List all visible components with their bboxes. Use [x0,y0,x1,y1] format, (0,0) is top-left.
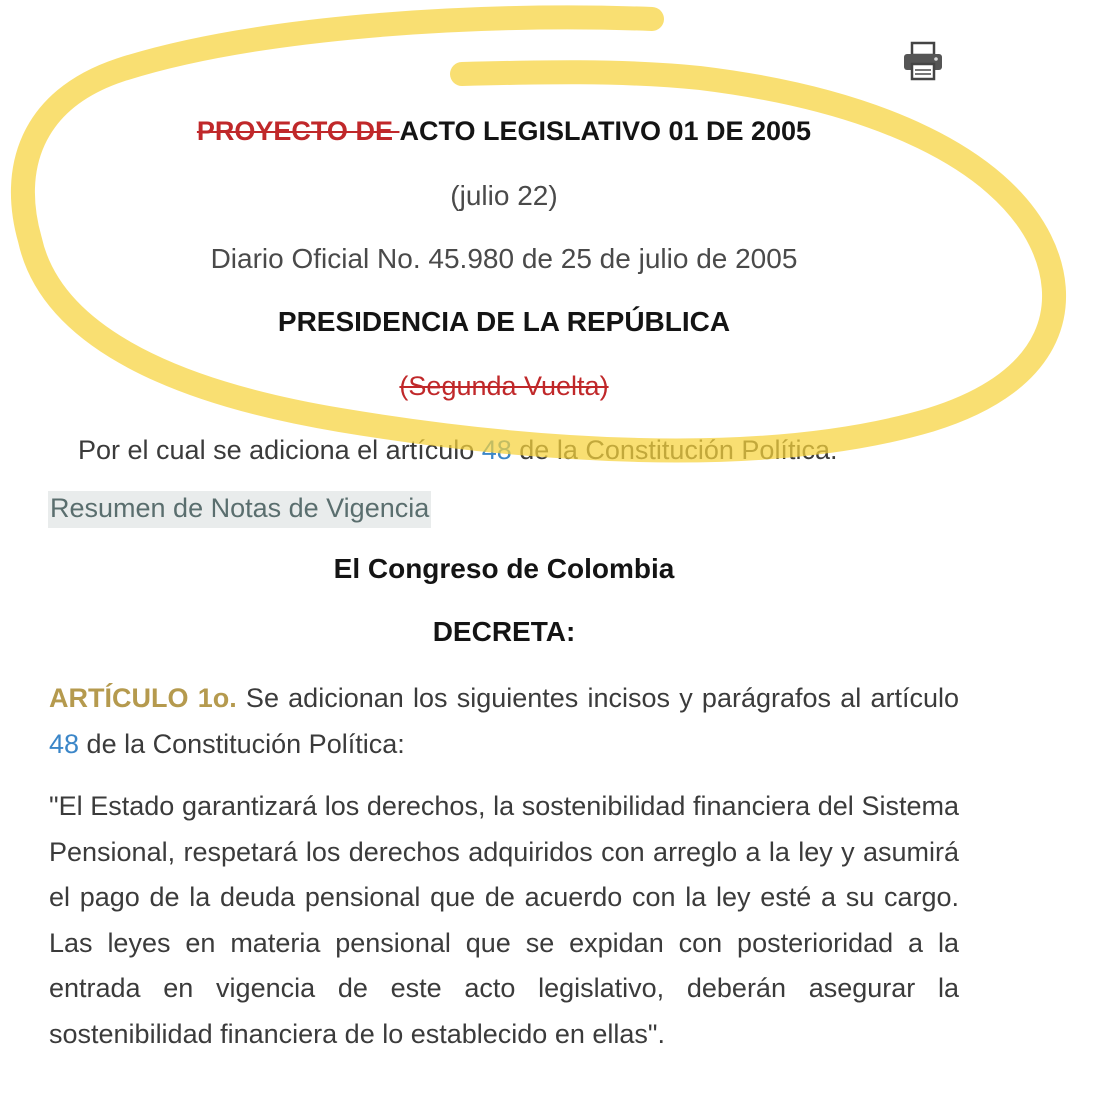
document-title [0,116,1008,147]
enacting-body: El Congreso de Colombia [333,553,675,584]
article-1-text-after: de la Constitución Política: [79,728,405,759]
struck-round-label [0,371,1008,402]
struck-title-prefix: PROYECTO DE [196,116,400,146]
title-main: ACTO LEGISLATIVO 01 DE 2005 [399,116,812,146]
article-1-paragraph [49,676,959,767]
document-date: (julio 22) [450,180,558,211]
article-1-label: ARTÍCULO 1o. [49,683,237,713]
article-1-text-before: Se adicionan los siguientes incisos y parágrafos al artículo [236,683,959,713]
purpose-text-before: Por el cual se adiciona el artículo [78,435,482,465]
article-48-link[interactable]: 48 [481,435,512,465]
round-label-text: (Segunda Vuelta) [399,371,609,401]
quoted-amendment-text: "El Estado garantizará los derechos, la sostenibilidad financiera del Sistema Pensional, respetará los derechos adquiridos con arreglo a la ley y asumirá el pago de la deuda pensional que de acuerdo con la ley esté a su cargo. Las leyes en materia pensional que se expidan con posterioridad a la entrada en vigencia de este acto legislativo, deberán asegurar la sostenibilidad financiera de lo establecido en ellas". [49,791,959,1049]
diario-oficial-reference: Diario Oficial No. 45.980 de 25 de julio de 2005 [210,243,798,274]
printer-icon[interactable] [902,40,944,82]
article-48-link-2[interactable]: 48 [49,728,80,759]
issuer-heading: PRESIDENCIA DE LA REPÚBLICA [277,306,731,337]
decree-verb: DECRETA: [432,616,576,647]
purpose-text-after: de la Constitución Política. [511,435,838,465]
purpose-statement [78,435,837,466]
notes-vigencia-link[interactable]: Resumen de Notas de Vigencia [48,491,431,528]
